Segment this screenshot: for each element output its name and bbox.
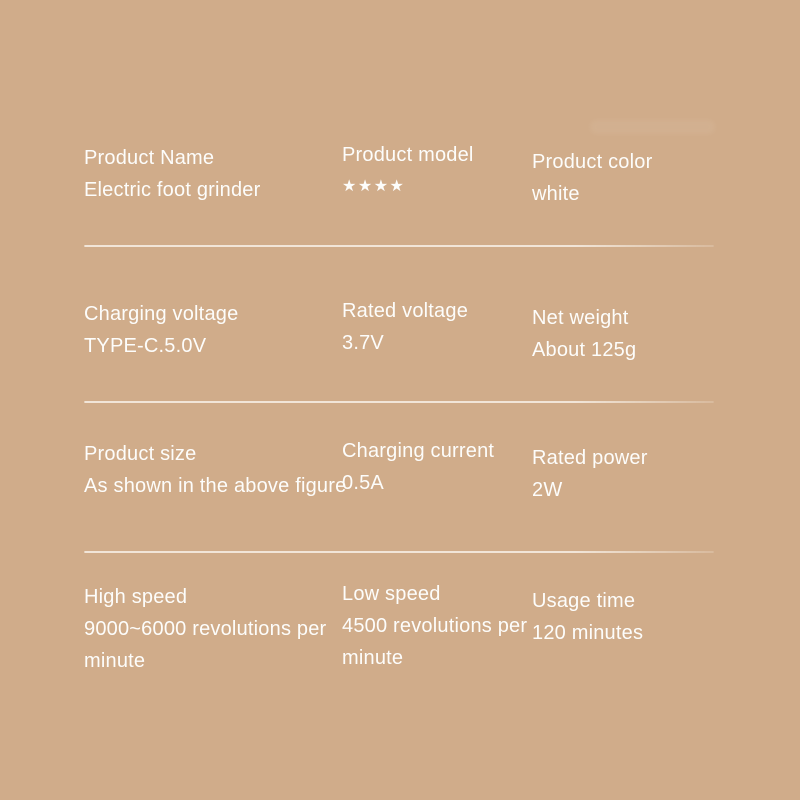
row-divider xyxy=(84,551,714,553)
spec-value: About 125g xyxy=(532,339,637,361)
faint-watermark xyxy=(590,120,715,134)
star-rating: ★★★★ xyxy=(342,178,406,195)
spec-label: Rated voltage xyxy=(342,300,469,322)
spec-label: Product size xyxy=(84,443,197,465)
spec-cell-charging-voltage xyxy=(84,298,374,362)
spec-label: Charging current xyxy=(342,440,495,462)
spec-value: 0.5A xyxy=(342,472,384,494)
spec-label: Product model xyxy=(342,144,474,166)
spec-value: 2W xyxy=(532,479,563,501)
spec-cell-low-speed xyxy=(342,578,547,674)
row-divider xyxy=(84,401,714,403)
spec-label: Charging voltage xyxy=(84,303,239,325)
row-divider xyxy=(84,245,714,247)
spec-label: Product color xyxy=(532,151,653,173)
spec-label: Low speed xyxy=(342,583,441,605)
spec-cell-high-speed xyxy=(84,581,374,677)
spec-value: 3.7V xyxy=(342,332,384,354)
spec-cell-rated-voltage xyxy=(342,295,547,359)
spec-value: white xyxy=(532,183,580,205)
spec-cell-charging-current xyxy=(342,435,547,499)
spec-cell-usage-time xyxy=(532,585,747,649)
spec-value: TYPE-C.5.0V xyxy=(84,335,207,357)
spec-label: Rated power xyxy=(532,447,648,469)
spec-label: Net weight xyxy=(532,307,629,329)
spec-value: Electric foot grinder xyxy=(84,179,261,201)
spec-label: Product Name xyxy=(84,147,215,169)
spec-cell-product-name xyxy=(84,142,374,206)
spec-value: 120 minutes xyxy=(532,622,644,644)
spec-value: 4500 revolutions per minute xyxy=(342,615,528,669)
spec-cell-product-size xyxy=(84,438,374,502)
spec-value: 9000~6000 revolutions per minute xyxy=(84,618,327,672)
spec-label: Usage time xyxy=(532,590,636,612)
spec-label: High speed xyxy=(84,586,188,608)
spec-cell-net-weight xyxy=(532,302,747,366)
spec-value: As shown in the above figure xyxy=(84,475,347,497)
spec-cell-rated-power xyxy=(532,442,747,506)
spec-cell-product-color xyxy=(532,146,747,210)
spec-cell-product-model xyxy=(342,139,547,203)
